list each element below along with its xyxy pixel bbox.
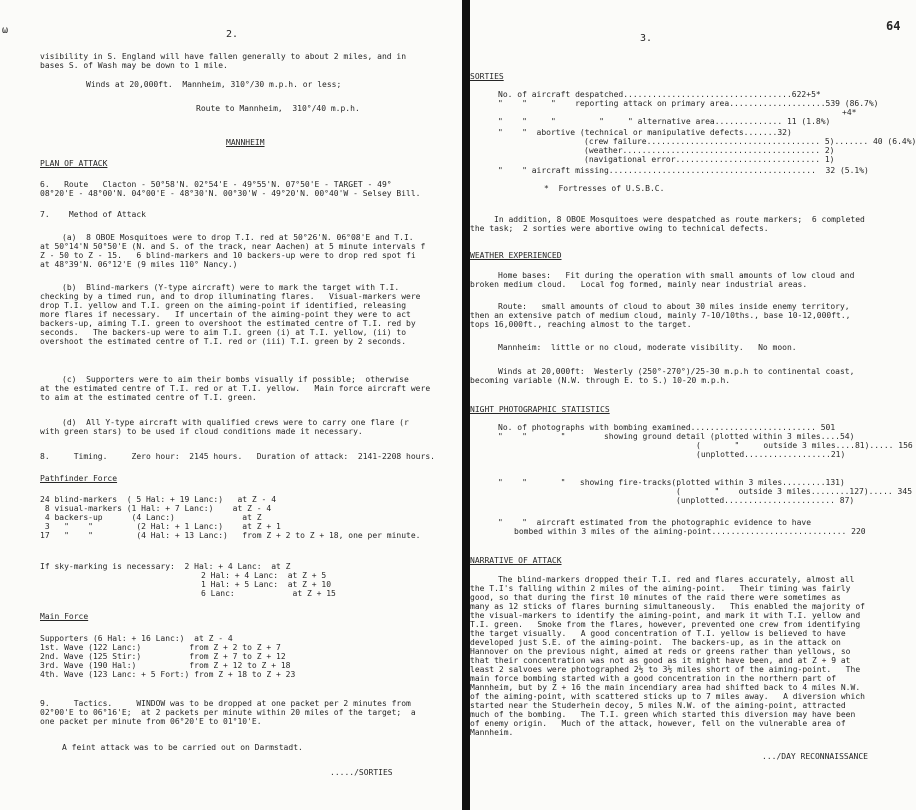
sky-marking-row: 1 Hal: + 5 Lanc: at Z + 10	[201, 580, 332, 589]
stats-row: bombed within 3 miles of the aiming-point............................ 220	[514, 527, 866, 536]
narrative-line: much of the bombing. The T.I. green which started this diversion may have been	[470, 710, 856, 719]
stats-row: No. of aircraft despatched...................................622+5*	[498, 90, 821, 99]
text-line: (a) 8 OBOE Mosquitoes were to drop T.I. red at 50°26'N. 06°08'E and T.I.	[62, 233, 414, 242]
footnote: * Fortresses of U.S.B.C.	[544, 184, 665, 193]
text-line: Route to Mannheim, 310°/40 m.p.h.	[196, 104, 360, 113]
text-line: at the estimated centre of T.I. red or at T.I. yellow. Main force aircraft were	[40, 384, 431, 393]
narrative-line: The blind-markers dropped their T.I. red and flares accurately, almost all	[498, 575, 855, 584]
stats-row: (weather......................................... 2)	[584, 146, 835, 155]
force-row: 8 visual-markers (1 Hal: + 7 Lanc:) at Z - 4	[40, 504, 272, 513]
text-line: Home bases: Fit during the operation with small amounts of low cloud and	[498, 271, 855, 280]
text-line: tops 16,000ft., reaching almost to the target.	[470, 320, 692, 329]
page-corner-mark: ω	[2, 25, 9, 36]
text-line: 02°00'E to 06°16'E; at 2 packets per minute within 20 miles of the target; a	[40, 708, 416, 717]
narrative-line: least 2 salvoes were photographed 2½ to 3½ miles short of the aiming-point. The	[470, 665, 861, 674]
page-number: 2.	[226, 29, 239, 40]
force-row: Supporters (6 Hal: + 16 Lanc:) at Z - 4	[40, 634, 233, 643]
narrative-line: T.I. green. Smoke from the flares, however, prevented one crew from identifying	[470, 620, 861, 629]
stats-row: ( " outside 3 miles....81)..... 156	[696, 441, 913, 450]
section-heading: Pathfinder Force	[40, 474, 118, 483]
timing-line: 8. Timing. Zero hour: 2145 hours. Duration of attack: 2141-2208 hours.	[40, 452, 435, 461]
stats-row: " " aircraft missing........................................... 32 (5.1%)	[498, 166, 869, 175]
section-heading: MANNHEIM	[226, 138, 265, 147]
force-row: 17 " " (4 Hal: + 13 Lanc:) from Z + 2 to Z + 18, one per minute.	[40, 531, 421, 540]
section-heading: NIGHT PHOTOGRAPHIC STATISTICS	[470, 405, 610, 414]
narrative-line: many as 12 sticks of flares burning simultaneously. This enabled the majority of	[470, 602, 865, 611]
text-line: checking by a timed run, and to drop illuminating flares. Visual-markers were	[40, 292, 421, 301]
text-line: In addition, 8 OBOE Mosquitoes were despatched as route markers; 6 completed	[494, 215, 865, 224]
right-document-page	[470, 0, 916, 810]
text-line: 9. Tactics. WINDOW was to be dropped at one packet per 2 minutes from	[40, 699, 411, 708]
force-row: 3 " " (2 Hal: + 1 Lanc:) at Z + 1	[40, 522, 281, 531]
stats-row: " " aircraft estimated from the photographic evidence to have	[498, 518, 812, 527]
section-heading: NARRATIVE OF ATTACK	[470, 556, 562, 565]
text-line: seconds. The backers-up were to aim T.I. green (i) at T.I. yellow, (ii) to	[40, 328, 407, 337]
text-line: Winds at 20,000ft: Westerly (250°-270°)/25-30 m.p.h to continental coast,	[498, 367, 855, 376]
narrative-line: of the aiming-point, with scattered sticks up to 7 miles away. A diversion which	[470, 692, 865, 701]
force-row: 3rd. Wave (190 Hal:) from Z + 12 to Z + 18	[40, 661, 291, 670]
continuation-marker: ...../SORTIES	[330, 768, 393, 777]
section-heading: Main Force	[40, 612, 89, 621]
text-line: Winds at 20,000ft. Mannheim, 310°/30 m.p.h. or less;	[86, 80, 342, 89]
narrative-line: started near the Studerhein decoy, 5 miles N.W. of the aiming-point, attracted	[470, 701, 846, 710]
stats-row: (crew failure.................................... 5)....... 40 (6.4%)	[584, 137, 916, 146]
stats-row: (navigational error.............................. 1)	[584, 155, 835, 164]
force-row: 1st. Wave (122 Lanc:) from Z + 2 to Z + 7	[40, 643, 281, 652]
narrative-line: Mannheim, but by Z + 16 the main incendiary area had shifted back to 4 miles N.W.	[470, 683, 861, 692]
narrative-line: good, so that during the first 10 minutes of the raid there were sometimes as	[470, 593, 841, 602]
section-heading: WEATHER EXPERIENCED	[470, 251, 562, 260]
text-line: backers-up, aiming T.I. green to overshoot the estimated centre of T.I. red by	[40, 319, 416, 328]
text-line: the task; 2 sorties were abortive owing to technical defects.	[470, 224, 769, 233]
text-line: with green stars) to be used if cloud conditions made it necessary.	[40, 427, 363, 436]
text-line: one packet per minute from 06°20'E to 01°10'E.	[40, 717, 262, 726]
force-row: 24 blind-markers ( 5 Hal: + 19 Lanc:) at Z - 4	[40, 495, 277, 504]
narrative-line: that their concentration was not as good as it might have been, and at Z + 9 at	[470, 656, 851, 665]
stats-row: " " " showing fire-tracks(plotted within 3 miles.........131)	[498, 478, 845, 487]
text-line: drop T.I. yellow and T.I. green on the aiming-point if identified, releasing	[40, 301, 407, 310]
page-number: 3.	[640, 33, 653, 44]
sky-marking-row: 2 Hal: + 4 Lanc: at Z + 5	[201, 571, 327, 580]
text-line: 7. Method of Attack	[40, 210, 146, 219]
text-line: (b) Blind-markers (Y-type aircraft) were to mark the target with T.I.	[62, 283, 400, 292]
text-line: bases S. of Wash may be down to 1 mile.	[40, 61, 228, 70]
text-line: Z - 50 to Z - 15. 6 blind-markers and 10 backers-up were to drop red spot fi	[40, 251, 416, 260]
narrative-line: Hannover on the previous night, aimed at reds or greens rather than yellows, so	[470, 647, 851, 656]
stats-row: (unplotted..................21)	[696, 450, 846, 459]
text-line: 08°20'E - 48°00'N. 04°00'E - 48°30'N. 00°30'W - 49°20'N. 00°40'W - Selsey Bill.	[40, 189, 421, 198]
corner-page-number: 64	[886, 19, 901, 33]
narrative-line: the T.I's falling within 2 miles of the aiming-point. Their timing was fairly	[470, 584, 851, 593]
sky-marking-row: 6 Lanc: at Z + 15	[201, 589, 336, 598]
text-line: broken medium cloud. Local fog formed, mainly near industrial areas.	[470, 280, 808, 289]
stats-row: " " " showing ground detail (plotted within 3 miles....54)	[498, 432, 855, 441]
text-line: A feint attack was to be carried out on Darmstadt.	[62, 743, 303, 752]
narrative-line: of enemy origin. Much of the attack, however, fell on the vulnerable area of	[470, 719, 846, 728]
stats-row: " " abortive (technical or manipulative defects.......32)	[498, 128, 792, 137]
continuation-marker: .../DAY RECONNAISSANCE	[762, 752, 868, 761]
force-row: 4 backers-up (4 Lanc:) at Z	[40, 513, 262, 522]
narrative-line: the visual-markers to identify the aiming-point, and mark it with T.I. yellow and	[470, 611, 861, 620]
text-line: becoming variable (N.W. through E. to S.) 10-20 m.p.h.	[470, 376, 731, 385]
section-heading: PLAN OF ATTACK	[40, 159, 108, 168]
text-line: 6. Route Clacton - 50°58'N. 02°54'E - 49°55'N. 07°50'E - TARGET - 49°	[40, 180, 392, 189]
text-line: at 50°14'N 50°50'E (N. and S. of the track, near Aachen) at 5 minute intervals f	[40, 242, 426, 251]
text-line: (c) Supporters were to aim their bombs visually if possible; otherwise	[62, 375, 409, 384]
text-line: at 48°39'N. 06°12'E (9 miles 110° Nancy.)	[40, 260, 238, 269]
narrative-line: main force bombing started with a good concentration in the northern part of	[470, 674, 837, 683]
text-line: Mannheim: little or no cloud, moderate visibility. No moon.	[498, 343, 797, 352]
stats-row: " " " reporting attack on primary area....................539 (86.7%)	[498, 99, 879, 108]
stats-row: No. of photographs with bombing examined.......................... 501	[498, 423, 836, 432]
stats-row: (unplotted....................... 87)	[676, 496, 855, 505]
text-line: then an extensive patch of medium cloud, mainly 7-10/10ths., base 10-12,000ft.,	[470, 311, 851, 320]
text-line: visibility in S. England will have fallen generally to about 2 miles, and in	[40, 52, 407, 61]
force-row: 4th. Wave (123 Lanc: + 5 Fort:) from Z + 18 to Z + 23	[40, 670, 296, 679]
force-row: 2nd. Wave (125 Stir:) from Z + 7 to Z + 12	[40, 652, 286, 661]
section-heading: SORTIES	[470, 72, 504, 81]
stats-row: +4*	[842, 108, 857, 117]
narrative-line: Mannheim.	[470, 728, 514, 737]
text-line: to aim at the estimated centre of T.I. green.	[40, 393, 257, 402]
text-line: Route: small amounts of cloud to about 30 miles inside enemy territory,	[498, 302, 850, 311]
text-line: overshoot the estimated centre of T.I. red or (iii) T.I. green by 2 seconds.	[40, 337, 407, 346]
narrative-line: the target visually. A good concentration of T.I. yellow is believed to have	[470, 629, 846, 638]
narrative-line: developed just S.E. of the aiming-point. The backers-up, as in the attack on	[470, 638, 841, 647]
sky-marking-row: If sky-marking is necessary: 2 Hal: + 4 Lanc: at Z	[40, 562, 291, 571]
stats-row: " " " " " alternative area.............. 11 (1.8%)	[498, 117, 831, 126]
text-line: (d) All Y-type aircraft with qualified crews were to carry one flare (r	[62, 418, 409, 427]
text-line: more flares if necessary. If uncertain of the aiming-point they were to act	[40, 310, 411, 319]
stats-row: ( " outside 3 miles........127)..... 345	[676, 487, 913, 496]
